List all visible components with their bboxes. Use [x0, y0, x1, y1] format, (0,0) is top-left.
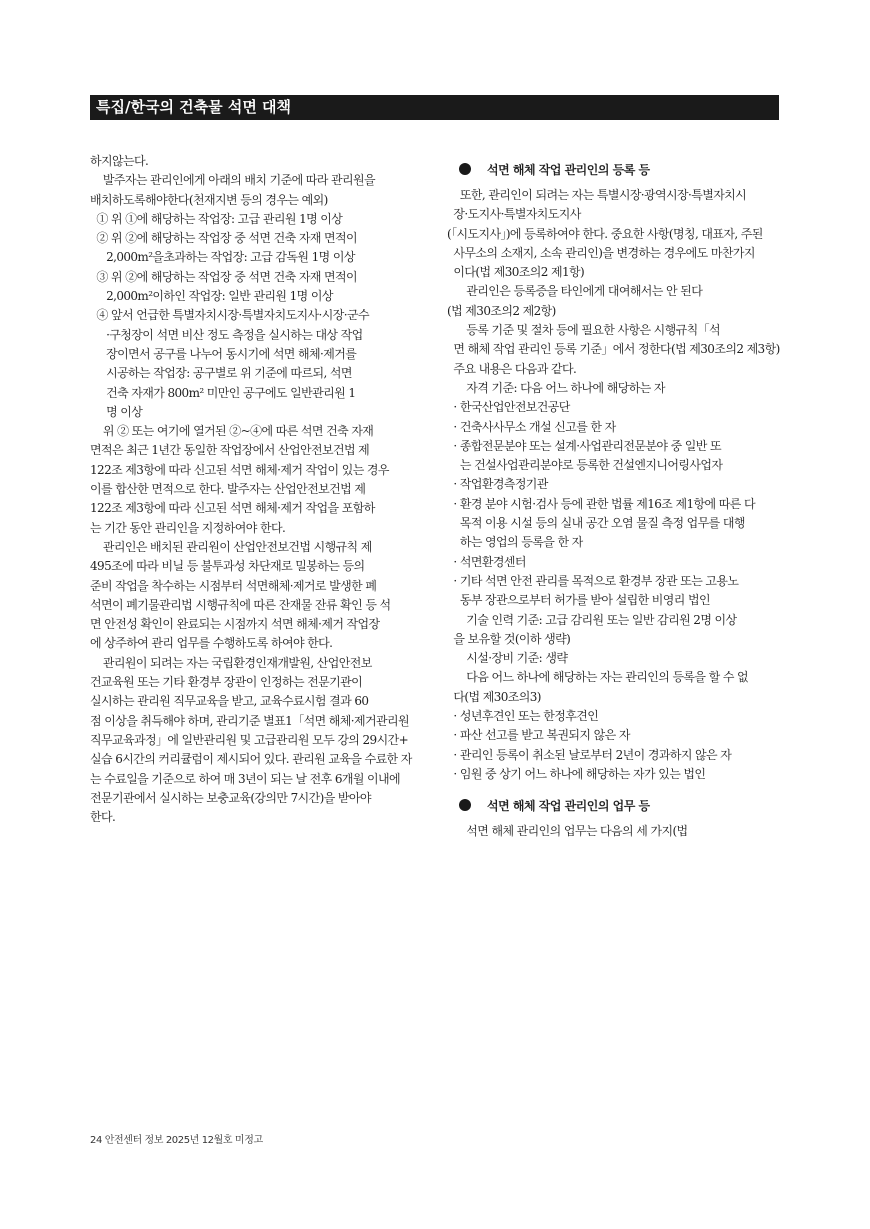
text-line: 위 ② 또는 여기에 열거된 ②~④에 따른 석면 건축 자재: [90, 424, 374, 439]
text-line: 2,000m²을초과하는 작업장: 고급 감독원 1명 이상: [90, 250, 355, 265]
text-line: · 한국산업안전보건공단: [447, 400, 570, 415]
text-line: 하지않는다.: [90, 154, 149, 168]
text-line: 직무교육과정」에 일반관리원 및 고급관리원 모두 강의 29시간+: [90, 732, 409, 747]
text-line: 배치하도록해야한다(천재지변 등의 경우는 예외): [90, 192, 328, 207]
text-line: 동부 장관으로부터 허가를 받아 설립한 비영리 법인: [447, 593, 710, 608]
text-line: ·구청장이 석면 비산 정도 측정을 실시하는 대상 작업: [90, 327, 363, 342]
text-line: 122조 제3항에 따라 신고된 석면 해체·제거 작업이 있는 경우: [90, 462, 389, 477]
text-line: 관리인은 배치된 관리원이 산업안전보건법 시행규칙 제: [90, 539, 372, 554]
text-line: · 작업환경측정기관: [447, 477, 548, 492]
text-line: ③ 위 ②에 해당하는 작업장 중 석면 건축 자재 면적이: [90, 269, 358, 284]
text-line: (법 제30조의2 제2항): [447, 303, 556, 318]
text-line: 장이면서 공구를 나누어 동시기에 석면 해체·제거를: [90, 346, 357, 361]
text-line: ④ 앞서 언급한 특별자치시장·특별자치도지사·시장·군수: [90, 308, 369, 323]
text-line: 면적은 최근 1년간 동일한 작업장에서 산업안전보건법 제: [90, 443, 370, 458]
text-line: · 임원 중 상기 어느 하나에 해당하는 자가 있는 법인: [447, 766, 706, 781]
text-line: · 건축사사무소 개설 신고를 한 자: [447, 419, 616, 434]
text-line: 을 보유할 것(이하 생략): [447, 631, 571, 646]
text-line: ① 위 ①에 해당하는 작업장: 고급 관리원 1명 이상: [90, 211, 343, 226]
text-line: (「시도지사」)에 등록하여야 한다. 중요한 사항(명칭, 대표자, 주된: [447, 226, 763, 241]
footer-text: 24 안전센터 정보 2025년 12월호 미정고: [90, 1135, 263, 1146]
header-bar: [90, 95, 779, 120]
text-line: 관리인은 등록증을 타인에게 대여해서는 안 된다: [447, 284, 703, 299]
text-line: 이다(법 제30조의2 제1항): [447, 265, 585, 280]
bullet-dot-icon: [459, 799, 471, 811]
text-line: 건교육원 또는 기타 환경부 장관이 인정하는 전문기관이: [90, 675, 363, 690]
text-line: 는 기간 동안 관리인을 지정하여야 한다.: [90, 520, 286, 535]
text-line: 석면 해체 관리인의 업무는 다음의 세 가지(법: [447, 824, 688, 839]
text-line: 관리원이 되려는 자는 국립환경인재개발원, 산업안전보: [90, 655, 372, 670]
text-line: 또한, 관리인이 되려는 자는 특별시장·광역시장·특별자치시: [447, 188, 747, 202]
text-line: · 성년후견인 또는 한정후견인: [447, 709, 599, 724]
text-line: 건축 자재가 800m² 미만인 공구에도 일반관리원 1: [90, 385, 356, 400]
text-line: 2,000m²이하인 작업장: 일반 관리원 1명 이상: [90, 289, 333, 304]
text-line: 사무소의 소재지, 소속 관리인)을 변경하는 경우에도 마찬가지: [447, 245, 755, 260]
text-line: 점 이상을 취득해야 하며, 관리기준 별표1「석면 해체·제거관리원: [90, 713, 409, 728]
text-line: 석면이 폐기물관리법 시행규칙에 따른 잔재물 잔류 확인 등 석: [90, 597, 391, 612]
text-line: 면 안전성 확인이 완료되는 시점까지 석면 해체·제거 작업장: [90, 617, 380, 632]
text-line: · 관리인 등록이 취소된 날로부터 2년이 경과하지 않은 자: [447, 747, 732, 762]
text-line: 준비 작업을 착수하는 시점부터 석면해체·제거로 발생한 폐: [90, 578, 377, 593]
text-line: · 환경 분야 시험·검사 등에 관한 법률 제16조 제1항에 따른 다: [447, 496, 755, 511]
bullet-dot-icon: [459, 163, 471, 175]
text-line: · 파산 선고를 받고 복권되지 않은 자: [447, 728, 630, 743]
text-line: 시설·장비 기준: 생략: [447, 651, 568, 666]
text-line: 명 이상: [90, 404, 143, 419]
section-title: 석면 해체 작업 관리인의 등록 등: [487, 163, 650, 177]
text-line: 한다.: [90, 810, 116, 825]
text-line: · 종합전문분야 또는 설계·사업관리전문분야 중 일반 또: [447, 438, 721, 453]
text-line: · 기타 석면 안전 관리를 목적으로 환경부 장관 또는 고용노: [447, 573, 739, 588]
section-heading-duties: [447, 796, 787, 816]
text-line: 시공하는 작업장: 공구별로 위 기준에 따르되, 석면: [90, 366, 352, 381]
text-line: 하는 영업의 등록을 한 자: [447, 535, 583, 550]
text-line: 실시하는 관리원 직무교육을 받고, 교육수료시험 결과 60: [90, 694, 369, 709]
section-body-duties: [447, 822, 787, 841]
right-column: [447, 152, 787, 842]
text-line: 다(법 제30조의3): [447, 689, 541, 704]
section-heading-registration: [447, 160, 787, 180]
text-line: 실습 6시간의 커리큘럼이 제시되어 있다. 관리원 교육을 수료한 자: [90, 752, 412, 767]
text-line: 등록 기준 및 절차 등에 필요한 사항은 시행규칙「석: [447, 323, 721, 338]
section-title: 석면 해체 작업 관리인의 업무 등: [487, 799, 650, 814]
text-line: 이를 합산한 면적으로 한다. 발주자는 산업안전보건법 제: [90, 482, 366, 497]
text-line: 전문기관에서 실시하는 보충교육(강의만 7시간)을 받아야: [90, 790, 371, 805]
left-column: [90, 152, 420, 827]
text-line: 는 건설사업관리분야로 등록한 건설엔지니어링사업자: [447, 458, 723, 473]
header-title: 특집/한국의 건축물 석면 대책: [96, 98, 292, 116]
text-line: 다음 어느 하나에 해당하는 자는 관리인의 등록을 할 수 없: [447, 670, 749, 685]
text-line: 기술 인력 기준: 고급 감리원 또는 일반 감리원 2명 이상: [447, 612, 737, 627]
text-line: ② 위 ②에 해당하는 작업장 중 석면 건축 자재 면적이: [90, 231, 358, 246]
text-line: 장·도지사·특별자치도지사: [447, 207, 581, 222]
page-footer: [90, 1131, 263, 1146]
text-line: 면 해체 작업 관리인 등록 기준」에서 정한다(법 제30조의2 제3항): [447, 342, 780, 357]
text-line: 발주자는 관리인에게 아래의 배치 기준에 따라 관리원을: [90, 173, 375, 188]
text-line: 자격 기준: 다음 어느 하나에 해당하는 자: [447, 380, 665, 395]
text-line: 122조 제3항에 따라 신고된 석면 해체·제거 작업을 포함하: [90, 501, 375, 516]
text-line: 주요 내용은 다음과 같다.: [447, 361, 577, 376]
text-line: 는 수료일을 기준으로 하여 매 3년이 되는 날 전후 6개월 이내에: [90, 771, 401, 786]
text-line: · 석면환경센터: [447, 554, 526, 569]
text-line: 495조에 따라 비닐 등 불투과성 차단재로 밀봉하는 등의: [90, 559, 365, 574]
text-line: 에 상주하여 관리 업무를 수행하도록 하여야 한다.: [90, 636, 333, 651]
text-line: 목적 이용 시설 등의 실내 공간 오염 물질 측정 업무를 대행: [447, 516, 745, 531]
section-body-registration: [447, 186, 787, 784]
